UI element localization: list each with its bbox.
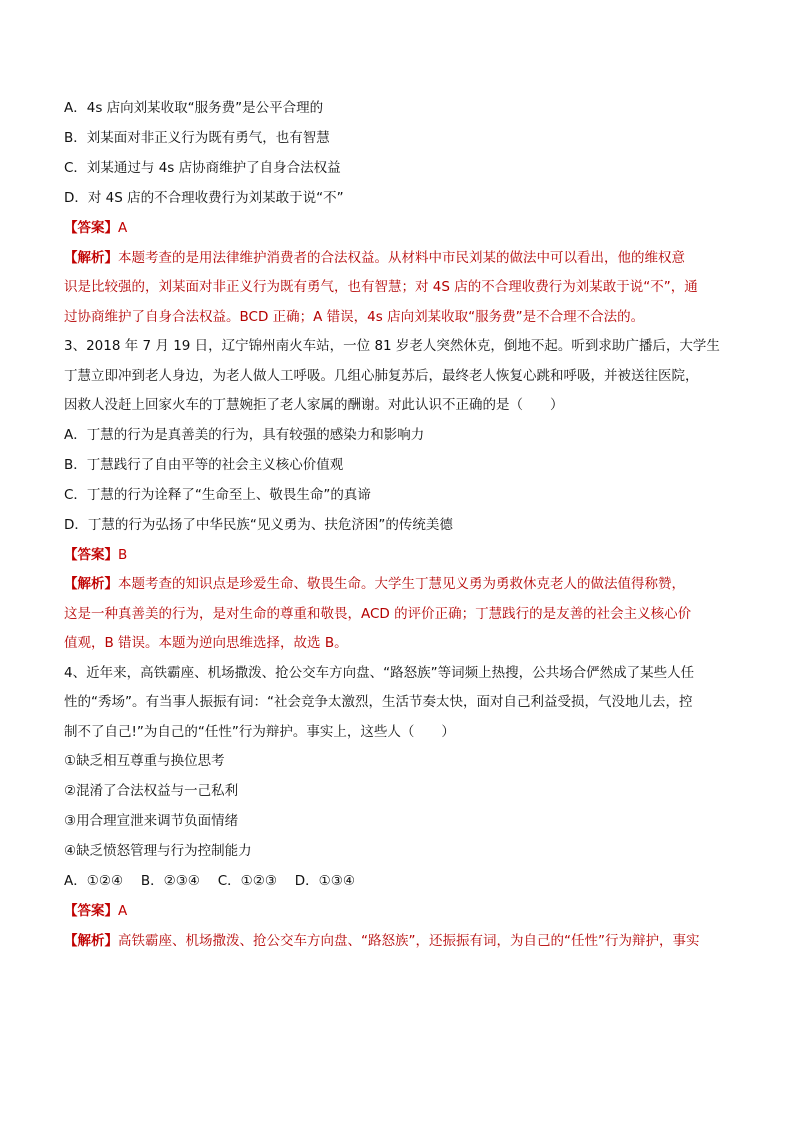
q4-analysis-line-1 [64, 933, 732, 950]
q3-analysis-line-3: 值观，B 错误。本题为逆向思维选择，故选 B。 [64, 635, 348, 651]
analysis-text: 本题考查的知识点是珍爱生命、敬畏生命。大学生丁慧见义勇为勇救休克老人的做法值得称赞， [118, 576, 685, 592]
q2-option-d: D．对 4S 店的不合理收费行为刘某敢于说“不” [64, 190, 344, 206]
q3-stem-line-2: 丁慧立即冲到老人身边，为老人做人工呼吸。几组心肺复苏后，最终老人恢复心跳和呼吸，并被送往医院， [64, 367, 699, 384]
q4-choices: A．①②④ B．②③④ C．①②③ D．①③④ [64, 873, 355, 889]
q4-statement-3: ③用合理宣泄来调节负面情绪 [64, 813, 239, 829]
q3-option-d: D．丁慧的行为弘扬了中华民族“见义勇为、扶危济困”的传统美德 [64, 516, 453, 533]
analysis-text: 本题考查的是用法律维护消费者的合法权益。从材料中市民刘某的做法中可以看出，他的维权意 [118, 249, 685, 266]
q4-answer [64, 903, 732, 920]
q4-statement-4: ④缺乏愤怒管理与行为控制能力 [64, 843, 252, 859]
q4-statement-1: ①缺乏相互尊重与换位思考 [64, 753, 225, 769]
q2-analysis-line-2: 识是比较强的，刘某面对非正义行为既有勇气，也有智慧；对 4S 店的不合理收费行为刘某敢于说“不”，通 [64, 279, 698, 295]
analysis-tag: 【解析】 [64, 576, 118, 592]
analysis-text: 高铁霸座、机场撒泼、抢公交车方向盘、“路怒族”，还振振有词，为自己的“任性”行为辩护，事实 [118, 932, 700, 949]
answer-tag: 【答案】 [64, 220, 118, 236]
analysis-tag: 【解析】 [64, 249, 118, 266]
analysis-tag: 【解析】 [64, 932, 118, 949]
q3-analysis-line-2: 这是一种真善美的行为，是对生命的尊重和敬畏，ACD 的评价正确；丁慧践行的是友善的社会主义核心价 [64, 605, 692, 622]
answer-value: A [118, 220, 128, 236]
document-page [64, 100, 732, 962]
q3-stem-line-3: 因救人没赶上回家火车的丁慧婉拒了老人家属的酬谢。对此认识不正确的是（ ） [64, 397, 564, 413]
q3-stem-line-1: 3、2018 年 7 月 19 日，辽宁锦州南火车站，一位 81 岁老人突然休克，倒地不起。听到求助广播后，大学生 [64, 338, 720, 354]
answer-tag: 【答案】 [64, 546, 118, 563]
q4-stem-line-3: 制不了自己!”为自己的“任性”行为辩护。事实上，这些人（ ） [64, 723, 455, 740]
q4-stem-line-2: 性的“秀场”。有当事人振振有词：“社会竞争太激烈，生活节奏太快，面对自己利益受损，气没地儿去，控 [64, 694, 693, 710]
q2-option-c: C．刘某通过与 4s 店协商维护了自身合法权益 [64, 160, 341, 176]
q3-option-c: C．丁慧的行为诠释了“生命至上、敬畏生命”的真谛 [64, 486, 371, 503]
q4-stem-line-1: 4、近年来，高铁霸座、机场撒泼、抢公交车方向盘、“路怒族”等词频上热搜，公共场合俨然成了某些人任 [64, 664, 695, 681]
answer-value: B [118, 546, 128, 563]
q3-option-b: B．丁慧践行了自由平等的社会主义核心价值观 [64, 456, 344, 473]
q2-analysis-line-1 [64, 250, 732, 267]
q3-option-a: A．丁慧的行为是真善美的行为，具有较强的感染力和影响力 [64, 426, 425, 443]
answer-value: A [118, 903, 128, 919]
q2-answer [64, 220, 732, 237]
q2-option-a: A．4s 店向刘某收取“服务费”是公平合理的 [64, 100, 324, 116]
answer-tag: 【答案】 [64, 903, 118, 919]
q3-analysis-line-1 [64, 576, 732, 593]
q2-option-b: B．刘某面对非正义行为既有勇气，也有智慧 [64, 130, 330, 146]
q4-statement-2: ②混淆了合法权益与一己私利 [64, 783, 239, 799]
q2-analysis-line-3: 过协商维护了自身合法权益。BCD 正确；A 错误，4s 店向刘某收取“服务费”是不合理不合法的。 [64, 308, 645, 325]
q3-answer [64, 547, 732, 564]
